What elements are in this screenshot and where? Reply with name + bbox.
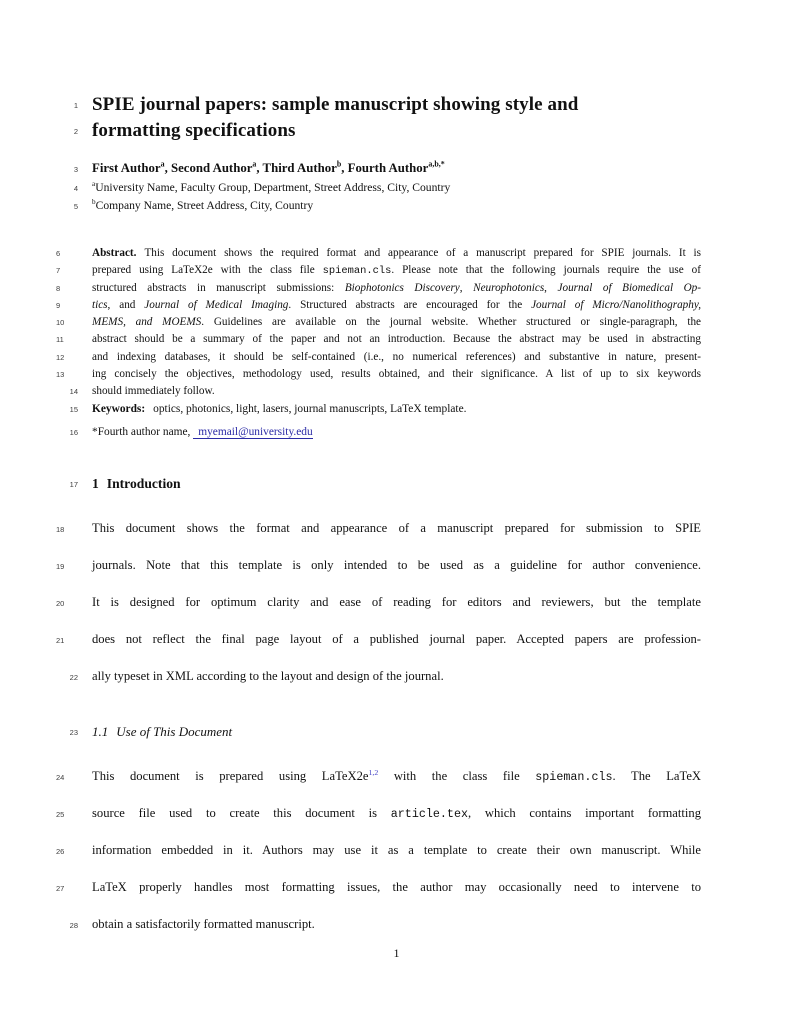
- affiliation-text: [92, 199, 313, 212]
- superscript: a: [252, 159, 257, 169]
- text-segment: 1.1: [92, 724, 109, 739]
- text-segment: First Author: [92, 161, 161, 175]
- body-line-27: [56, 880, 701, 896]
- superscript: a: [92, 180, 96, 189]
- body-text: [92, 632, 701, 646]
- line-number: 20: [56, 599, 65, 608]
- body-line-24: [56, 767, 702, 785]
- line-number: 19: [56, 562, 65, 571]
- line-number: 7: [56, 266, 61, 275]
- text-segment: This document shows the required format and appearance of a manuscript prepared for SPIE journals. It is: [144, 247, 701, 259]
- text-segment: optics, photonics, light, lasers, journal manuscripts, LaTeX template.: [153, 403, 467, 415]
- body-text: [92, 806, 701, 820]
- text-segment: Keywords:: [92, 403, 146, 415]
- text-segment: Journal of Biomedical Op-: [557, 282, 701, 294]
- superscript: a: [160, 159, 165, 169]
- line-number: 15: [69, 405, 78, 414]
- text-segment: Introduction: [106, 476, 181, 491]
- line-number: 9: [56, 301, 61, 310]
- text-segment: , Second Author: [164, 161, 253, 175]
- text-segment: abstract should be a summary of the paper and not an introduction. Because the abstract may be used in abstracting: [92, 333, 701, 345]
- email-link[interactable]: myemail@university.edu: [193, 426, 312, 439]
- text-segment: MEMS, and MOEMS: [92, 316, 202, 328]
- text-segment: , Third Author: [256, 161, 337, 175]
- line-number: 1: [73, 101, 78, 110]
- text-segment: with the class file: [378, 769, 536, 783]
- line-number: 11: [56, 335, 64, 344]
- text-segment: *Fourth author name,: [92, 426, 194, 438]
- text-segment: Company Name, Street Address, City, Country: [95, 199, 314, 212]
- line-number: 12: [56, 353, 65, 362]
- abstract-text: [92, 368, 701, 380]
- line-number: 6: [56, 249, 61, 258]
- text-segment: spieman.cls: [535, 770, 613, 784]
- line-number: 16: [69, 428, 78, 437]
- text-segment: obtain a satisfactorily formatted manuscript.: [92, 917, 315, 931]
- line-number: 22: [69, 673, 78, 682]
- text-segment: , Fourth Author: [341, 161, 429, 175]
- section-heading-text: [92, 476, 181, 491]
- line-number: 17: [69, 480, 78, 489]
- keywords-line: [69, 402, 701, 416]
- text-segment: This document shows the format and appearance of a manuscript prepared for submission to SPIE: [92, 521, 701, 535]
- abstract-text: [92, 385, 215, 397]
- authors: [92, 161, 445, 175]
- line-number: 27: [56, 884, 65, 893]
- line-number: 18: [56, 525, 65, 534]
- title-line-1: [73, 93, 701, 117]
- abstract-line-1: [56, 246, 701, 260]
- text-segment: article.tex: [390, 807, 469, 821]
- text-segment: should immediately follow.: [92, 385, 215, 397]
- body-line-22: [69, 669, 701, 685]
- abstract-line-8: [56, 367, 701, 381]
- abstract-text: [92, 264, 701, 276]
- line-number: 21: [56, 636, 65, 645]
- text-segment: . The LaTeX: [612, 769, 702, 783]
- corresponding-author-line: [69, 425, 701, 439]
- text-segment: spieman.cls: [322, 265, 392, 277]
- superscript: a,b,*: [428, 159, 445, 169]
- text-segment: Journal of Micro/Nanolithography,: [531, 299, 702, 311]
- subsection-heading-use-of-this-document: [69, 724, 701, 740]
- line-number: 8: [56, 284, 61, 293]
- line-number: 13: [56, 370, 65, 379]
- abstract-text: [92, 247, 701, 259]
- abstract-line-7: [56, 350, 701, 364]
- subsection-heading-text: [92, 724, 232, 739]
- text-segment: University Name, Faculty Group, Department, Street Address, City, Country: [95, 181, 451, 194]
- abstract-line-3: [56, 281, 701, 295]
- line-number: 4: [73, 184, 78, 193]
- text-segment: formatting specifications: [92, 120, 296, 141]
- superscript: b: [92, 198, 96, 207]
- body-line-26: [56, 843, 701, 859]
- body-line-19: [56, 558, 701, 574]
- text-segment: Neurophotonics: [473, 282, 545, 294]
- body-line-25: [56, 806, 701, 822]
- text-segment: . Structured abstracts are encouraged for the: [288, 299, 532, 311]
- line-number: 14: [69, 387, 78, 396]
- body-line-21: [56, 632, 701, 648]
- abstract-line-6: [56, 332, 701, 346]
- text-segment: ,: [544, 282, 558, 294]
- affiliation-a: [73, 180, 701, 195]
- line-number: 10: [56, 318, 65, 327]
- text-segment: , which contains important formatting: [468, 806, 701, 820]
- abstract-line-9: [69, 384, 701, 398]
- affiliation-text: [92, 181, 450, 194]
- abstract-line-2: [56, 263, 701, 278]
- line-number: 5: [73, 202, 78, 211]
- affiliation-b: [73, 198, 701, 213]
- superscript: b: [336, 159, 342, 169]
- text-segment: and indexing databases, it should be self-contained (i.e., no numerical references) and substantive in nature, present-: [92, 351, 701, 363]
- abstract-text: [92, 282, 701, 294]
- text-segment: prepared using LaTeX2e with the class file: [92, 264, 323, 276]
- body-text: [92, 880, 701, 894]
- text-segment: Biophotonics Discovery: [344, 282, 460, 294]
- text-segment: ing concisely the objectives, methodology used, results obtained, and their significance. A list of up to six keywords: [92, 368, 701, 380]
- text-segment: ally typeset in XML according to the layout and design of the journal.: [92, 669, 444, 683]
- body-line-20: [56, 595, 701, 611]
- title-line-2: [73, 119, 701, 143]
- text-segment: journals. Note that this template is only intended to be used as a guideline for author convenience.: [92, 558, 701, 572]
- abstract-text: [92, 351, 701, 363]
- text-segment: ,: [459, 282, 474, 294]
- section-heading-introduction: [69, 476, 701, 493]
- abstract-line-5: [56, 315, 701, 329]
- text-segment: source file used to create this document is: [92, 806, 391, 820]
- line-number: 3: [73, 165, 78, 174]
- citation-ref: 1,2: [368, 767, 379, 777]
- text-segment: SPIE journal papers: sample manuscript showing style and: [92, 94, 579, 115]
- abstract-text: [92, 333, 701, 345]
- body-line-28: [69, 917, 701, 933]
- text-segment: , and: [107, 299, 145, 311]
- text-segment: Journal of Medical Imaging: [144, 299, 289, 311]
- page-number: 1: [393, 946, 400, 960]
- body-text: [92, 843, 701, 857]
- text-segment: It is designed for optimum clarity and ease of reading for editors and reviewers, but the template: [92, 595, 701, 609]
- author-line: [73, 159, 701, 177]
- keywords-text: [92, 403, 466, 415]
- body-text: [92, 669, 444, 683]
- text-segment: information embedded in it. Authors may use it as a template to create their own manuscript. While: [92, 843, 701, 857]
- text-segment: This document is prepared using LaTeX2e: [92, 769, 369, 783]
- line-number: 2: [73, 127, 78, 136]
- abstract-text: [92, 299, 701, 311]
- line-number: 25: [56, 810, 65, 819]
- corresponding-author-text: [92, 426, 313, 439]
- line-number: 28: [69, 921, 78, 930]
- body-line-18: [56, 521, 701, 537]
- text-segment: . Please note that the following journals require the use of: [391, 264, 701, 276]
- text-segment: structured abstracts in manuscript submissions:: [92, 282, 345, 294]
- body-text: [92, 769, 701, 783]
- paper-title: [92, 120, 296, 141]
- abstract-text: [92, 316, 701, 328]
- text-segment: Use of This Document: [116, 724, 233, 739]
- line-number: 26: [56, 847, 65, 856]
- line-number: 23: [69, 728, 78, 737]
- body-text: [92, 595, 701, 609]
- body-text: [92, 917, 315, 931]
- body-text: [92, 521, 701, 535]
- text-segment: . Guidelines are available on the journal website. Whether structured or single-paragraph, the: [201, 316, 701, 328]
- abstract-line-4: [56, 298, 702, 312]
- paper-title: [92, 94, 578, 115]
- body-text: [92, 558, 701, 572]
- text-segment: 1: [92, 476, 99, 491]
- text-segment: Abstract.: [92, 247, 137, 259]
- text-segment: does not reflect the final page layout of a published journal paper. Accepted papers are profession-: [92, 632, 701, 646]
- text-segment: tics: [92, 299, 108, 311]
- line-number: 24: [56, 773, 65, 782]
- text-segment: LaTeX properly handles most formatting issues, the author may occasionally need to intervene to: [92, 880, 701, 894]
